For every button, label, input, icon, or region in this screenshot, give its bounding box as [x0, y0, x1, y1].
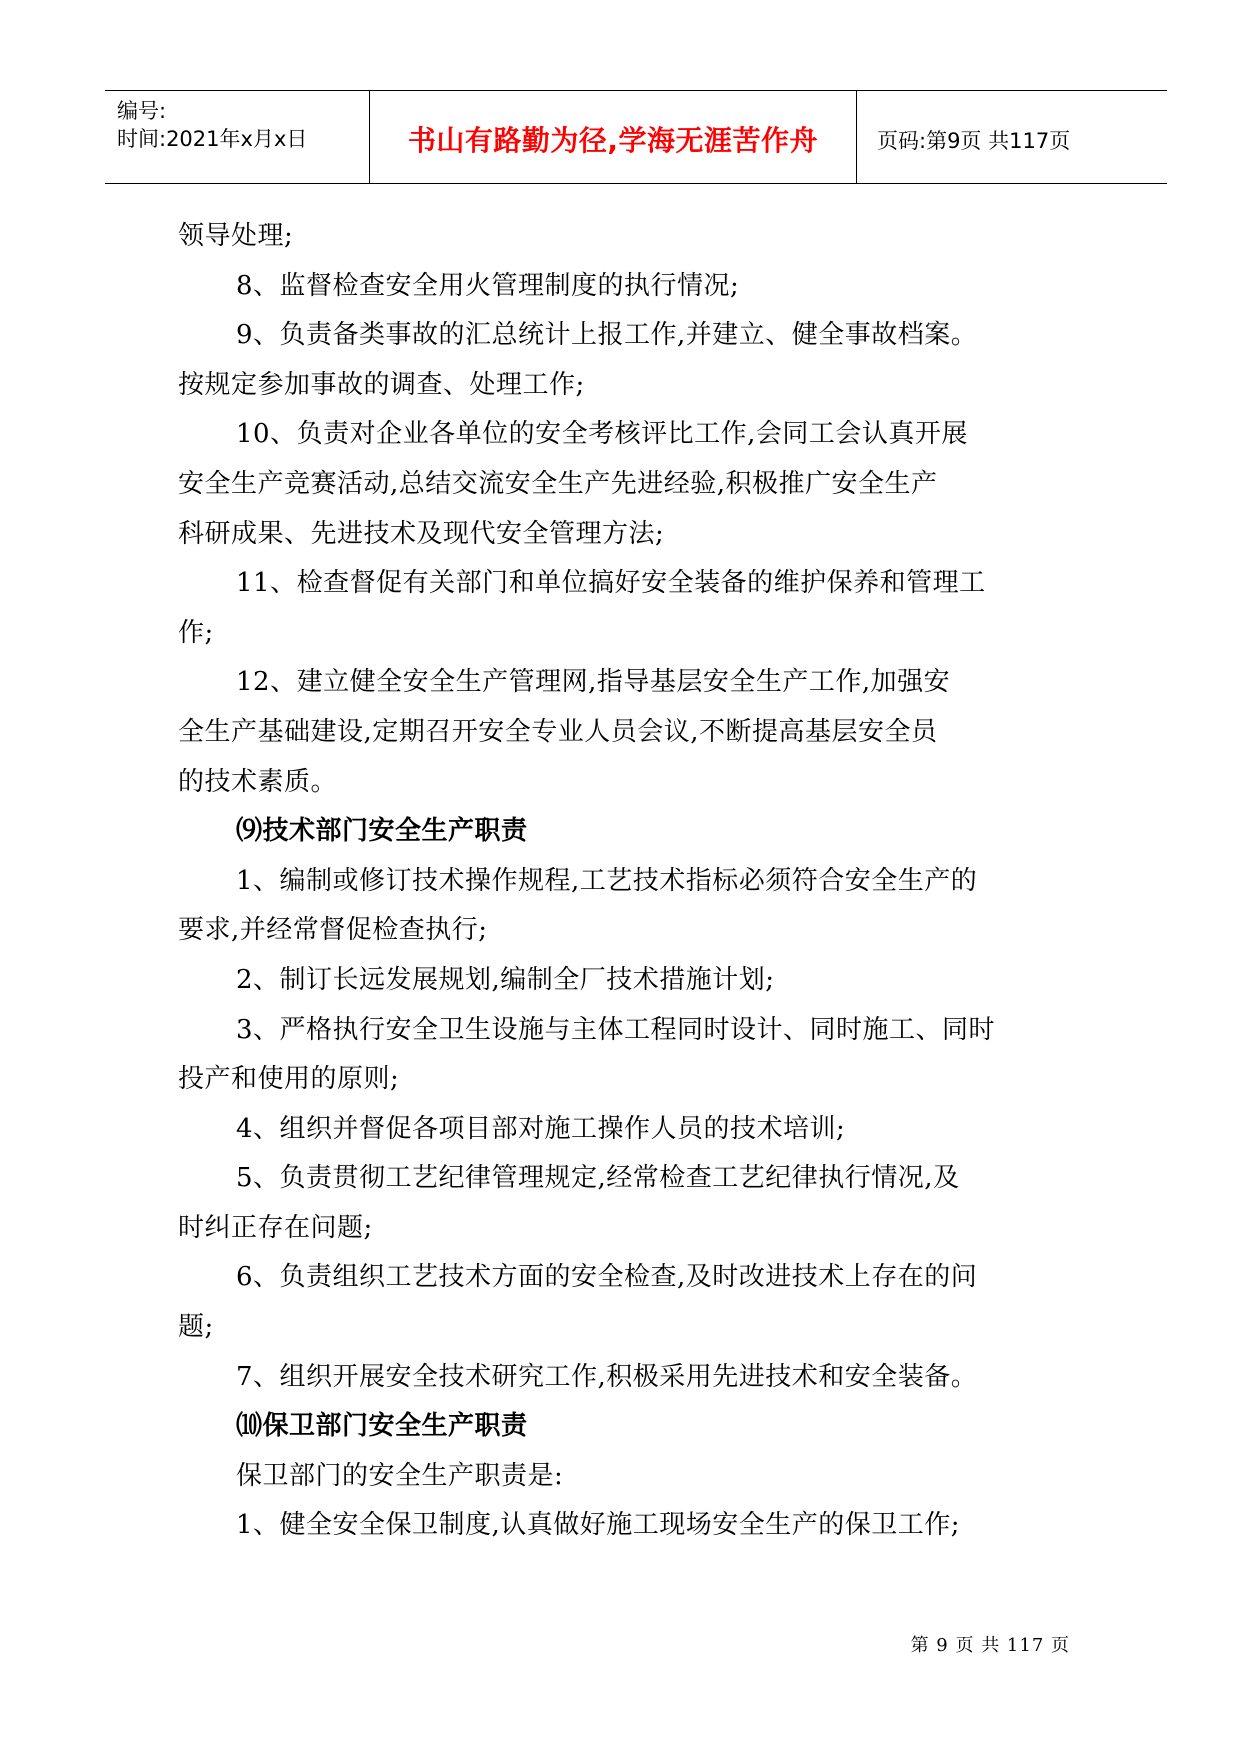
- text-line: 的技术素质。: [178, 766, 338, 797]
- text-line: 4、组织并督促各项目部对施工操作人员的技术培训;: [236, 1113, 846, 1144]
- text-line: 11、检查督促有关部门和单位搞好安全装备的维护保养和管理工: [236, 568, 986, 599]
- text-line: 9、负责备类事故的汇总统计上报工作,并建立、健全事故档案。: [236, 320, 978, 351]
- text-line: 3、严格执行安全卫生设施与主体工程同时设计、同时施工、同时: [236, 1014, 996, 1045]
- text-line: 全生产基础建设,定期召开安全专业人员会议,不断提高基层安全员: [178, 716, 938, 747]
- document-number-label: 编号:: [117, 99, 167, 123]
- header-meta-cell: [105, 91, 369, 183]
- text-line: 5、负责贯彻工艺纪律管理规定,经常检查工艺纪律执行情况,及: [236, 1163, 960, 1194]
- text-line: 科研成果、先进技术及现代安全管理方法;: [178, 518, 665, 549]
- text-line: 保卫部门的安全生产职责是:: [236, 1460, 564, 1491]
- header-motto-cell: [369, 91, 857, 183]
- text-line: 要求,并经常督促检查执行;: [178, 915, 488, 946]
- document-header: [105, 90, 1167, 184]
- text-line: 安全生产竞赛活动,总结交流安全生产先进经验,积极推广安全生产: [178, 468, 938, 499]
- document-time-label: 时间:2021年x月x日: [117, 127, 308, 151]
- section-heading: ⑼技术部门安全生产职责: [236, 816, 528, 847]
- text-line: 10、负责对企业各单位的安全考核评比工作,会同工会认真开展: [236, 419, 968, 450]
- text-line: 1、编制或修订技术操作规程,工艺技术指标必须符合安全生产的: [236, 865, 978, 896]
- section-heading: ⑽保卫部门安全生产职责: [236, 1411, 528, 1442]
- page-footer: 第 9 页 共 117 页: [910, 1635, 1070, 1656]
- text-line: 投产和使用的原则;: [178, 1064, 400, 1095]
- text-line: 12、建立健全安全生产管理网,指导基层安全生产工作,加强安: [236, 667, 951, 698]
- text-line: 8、监督检查安全用火管理制度的执行情况;: [236, 270, 740, 301]
- document-body: [178, 212, 1068, 1551]
- text-line: 题;: [178, 1312, 214, 1343]
- text-line: 7、组织开展安全技术研究工作,积极采用先进技术和安全装备。: [236, 1361, 978, 1392]
- text-line: 2、制订长远发展规划,编制全厂技术措施计划;: [236, 964, 775, 995]
- text-line: 1、健全安全保卫制度,认真做好施工现场安全生产的保卫工作;: [236, 1510, 961, 1541]
- header-page-cell: [857, 91, 1167, 183]
- text-line: 按规定参加事故的调查、处理工作;: [178, 369, 585, 400]
- text-line: 作;: [178, 617, 214, 648]
- text-line: 时纠正存在问题;: [178, 1212, 373, 1243]
- header-page-code: 页码:第9页 共117页: [877, 129, 1071, 153]
- text-line: 6、负责组织工艺技术方面的安全检查,及时改进技术上存在的问: [236, 1262, 978, 1293]
- header-motto: 书山有路勤为径,学海无涯苦作舟: [407, 124, 819, 157]
- text-line: 领导处理;: [178, 221, 294, 251]
